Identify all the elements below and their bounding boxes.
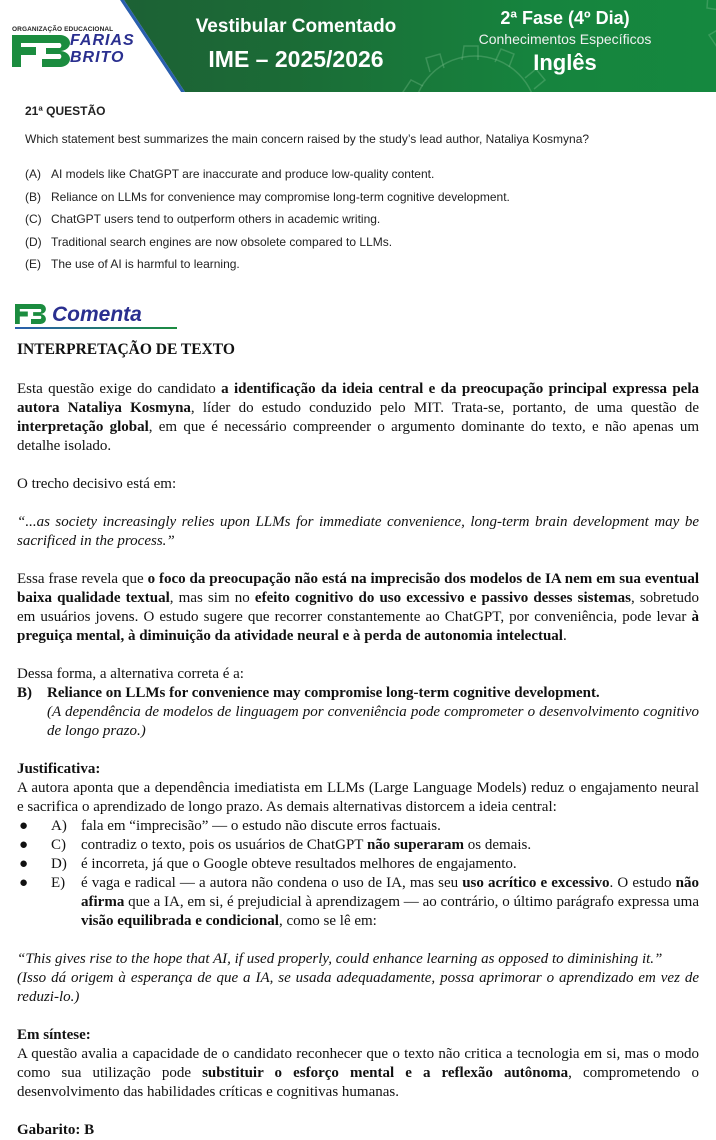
- bullet-text: [81, 817, 699, 836]
- bullet-letter: D): [51, 856, 67, 872]
- fb-monogram-icon: [12, 35, 72, 67]
- text-segment: .: [562, 628, 567, 644]
- text-segment: é vaga e radical — a autora não condena o uso de IA, mas seu: [81, 875, 463, 891]
- option-e: [25, 257, 705, 280]
- logo-name-line2: BRITO: [70, 49, 125, 66]
- header-subject: Inglês: [533, 50, 597, 75]
- text-segment: , mas sim no: [169, 590, 255, 606]
- option-letter: (A): [25, 167, 41, 181]
- text-segment: , líder do estudo conduzido pelo MIT. Trata-se, portanto, de uma questão de: [190, 400, 700, 416]
- text-segment: que a IA, em si, é prejudicial à aprendizagem — ao contrário, o último parágrafo expressa uma: [124, 894, 699, 910]
- section-title: INTERPRETAÇÃO DE TEXTO: [17, 341, 235, 358]
- analysis-paragraph: [17, 570, 699, 646]
- text-segment: contradiz o texto, pois os usuários de ChatGPT: [81, 837, 367, 853]
- header-right: [470, 6, 660, 78]
- summary-text: [17, 1045, 699, 1102]
- text-segment: A questão avalia a capacidade de o candidato reconhecer que o texto não critica a tecnologia em si, mas o modo como sua utilização pode: [17, 1046, 699, 1081]
- text-segment: fala em “imprecisão” — o estudo não discute erros factuais.: [81, 818, 441, 834]
- option-text: Traditional search engines are now obsolete compared to LLMs.: [51, 234, 393, 249]
- answer-letter: B): [17, 685, 32, 701]
- commentary: [17, 340, 699, 1140]
- header-subtitle: Vestibular Comentado: [195, 16, 397, 37]
- emphasis-text: efeito cognitivo do uso excessivo e passivo desses sistemas: [254, 590, 631, 606]
- option-c: [25, 212, 705, 235]
- decisive-quote: “...as society increasingly relies upon LLMs for immediate convenience, long-term brain development may be sacrificed in the process.”: [17, 514, 699, 549]
- emphasis-text: interpretação global: [17, 419, 149, 435]
- header-category: Conhecimentos Específicos: [478, 31, 652, 47]
- emphasis-text: à preguiça mental, à diminuição da atividade neural e à perda de autonomia intelectual: [17, 609, 699, 644]
- option-letter: (C): [25, 212, 42, 227]
- logo-name-line1: FARIAS: [70, 32, 135, 49]
- option-letter: (D): [25, 234, 42, 249]
- emphasis-text: substituir o esforço mental e a reflexão autônoma: [202, 1065, 569, 1081]
- option-b: [25, 190, 705, 213]
- bullet-letter: C): [51, 837, 66, 853]
- comenta-underline: [15, 327, 177, 329]
- option-text: ChatGPT users tend to outperform others in academic writing.: [51, 212, 381, 227]
- text-segment: Esta questão exige do candidato: [17, 381, 222, 397]
- header-center: [190, 14, 402, 76]
- text-segment: , sobretudo em usuários jovens. O estudo sugere que recorrer constantemente ao ChatGPT, por conveniência, pode levar: [17, 590, 699, 625]
- option-a: [25, 167, 705, 190]
- header-exam: IME – 2025/2026: [208, 46, 384, 72]
- header-phase: 2ª Fase (4º Dia): [500, 8, 630, 28]
- emphasis-text: não afirma: [81, 875, 699, 910]
- question-options: [25, 167, 705, 280]
- bullet-letter: A): [51, 818, 67, 834]
- question-stem: Which statement best summarizes the main concern raised by the study’s lead author, Nataliya Kosmyna?: [25, 132, 590, 146]
- summary-title: Em síntese:: [17, 1027, 91, 1043]
- bullet-item: [17, 817, 699, 836]
- answer-text: Reliance on LLMs for convenience may compromise long-term cognitive development.: [47, 685, 600, 701]
- fb-monogram-icon: [15, 304, 47, 324]
- fb-comenta-banner: [15, 302, 177, 328]
- bullet-icon: ●: [19, 818, 29, 834]
- answer-key: Gabarito: B: [17, 1122, 95, 1138]
- bullet-letter: E): [51, 875, 66, 891]
- question-block: [25, 104, 705, 280]
- bullet-text: [81, 836, 699, 855]
- emphasis-text: uso acrítico e excessivo: [462, 875, 610, 891]
- emphasis-text: não superaram: [366, 837, 465, 853]
- correct-alternative: [17, 684, 699, 703]
- text-segment: , comprometendo o desenvolvimento das habilidades críticas e cognitivas humanas.: [17, 1065, 699, 1100]
- supporting-quote: “This gives rise to the hope that AI, if used properly, could enhance learning as opposed to diminishing it.”: [17, 951, 663, 967]
- emphasis-text: visão equilibrada e condicional: [81, 913, 279, 929]
- text-segment: os demais.: [464, 837, 532, 853]
- option-d: [25, 235, 705, 258]
- intro-paragraph: [17, 380, 699, 456]
- option-text: The use of AI is harmful to learning.: [51, 257, 240, 272]
- bullet-text: [81, 855, 699, 874]
- option-text: AI models like ChatGPT are inaccurate and produce low-quality content.: [51, 167, 435, 181]
- text-segment: . O estudo: [609, 875, 676, 891]
- bullet-icon: ●: [19, 875, 29, 891]
- farias-brito-logo: [10, 18, 135, 70]
- bullet-icon: ●: [19, 856, 29, 872]
- option-text: Reliance on LLMs for convenience may compromise long-term cognitive development.: [51, 189, 510, 204]
- correct-alternative-intro: Dessa forma, a alternativa correta é a:: [17, 666, 244, 682]
- bullet-item: [17, 855, 699, 874]
- emphasis-text: a identificação da ideia central e da preocupação principal expressa pela autora Nataliya Kosmyna: [17, 381, 699, 416]
- bullet-item: [17, 874, 699, 931]
- option-letter: (E): [25, 257, 41, 272]
- comenta-label: Comenta: [52, 303, 142, 326]
- justification-title: Justificativa:: [17, 761, 101, 777]
- supporting-quote-translation: (Isso dá origem à esperança de que a IA, se usada adequadamente, possa aprimorar o aprendizado em vez de reduzi-lo.): [17, 970, 699, 1005]
- justification-text: A autora aponta que a dependência imediatista em LLMs (Large Language Models) reduz o engajamento neural e sacrifica o aprendizado de longo prazo. As demais alternativas distorcem a ideia central:: [17, 780, 699, 815]
- answer-translation: (A dependência de modelos de linguagem por conveniência pode comprometer o desenvolvimento cognitivo de longo prazo.): [47, 704, 699, 739]
- bullet-item: [17, 836, 699, 855]
- option-letter: (B): [25, 189, 41, 204]
- text-segment: é incorreta, já que o Google obteve resultados melhores de engajamento.: [81, 856, 517, 872]
- text-segment: , em que é necessário compreender o argumento dominante do texto, e não apenas um detalhe isolado.: [17, 419, 699, 454]
- decisive-excerpt-intro: O trecho decisivo está em:: [17, 476, 177, 492]
- logo-org-label: ORGANIZAÇÃO EDUCACIONAL: [12, 26, 114, 33]
- emphasis-text: o foco da preocupação não está na imprecisão dos modelos de IA nem em sua eventual baixa qualidade textual: [17, 571, 700, 606]
- text-segment: Essa frase revela que: [17, 571, 148, 587]
- bullet-icon: ●: [19, 837, 29, 853]
- bullet-text: [81, 874, 699, 931]
- text-segment: , como se lê em:: [278, 913, 377, 929]
- question-title: 21ª QUESTÃO: [25, 104, 106, 118]
- page-header: [0, 0, 716, 92]
